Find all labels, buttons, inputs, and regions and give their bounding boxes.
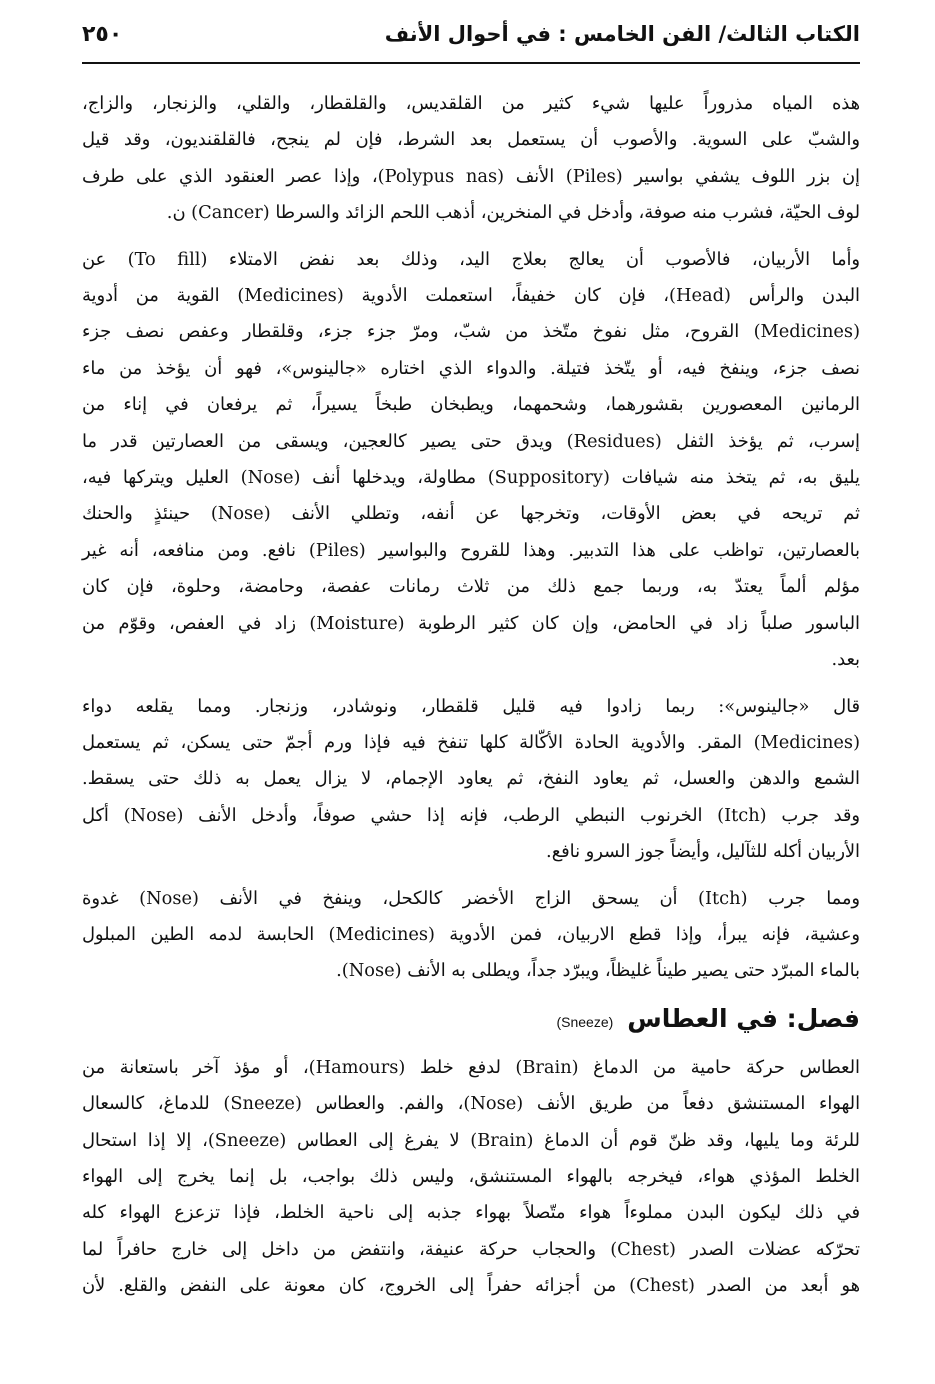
text-line: مؤلم ألماً يعتدّ به، وربما جمع ذلك من ثلاث رمانات عفصة، وحامضة، وحلوة، فإن كان (82, 576, 860, 598)
text-line: البدن والرأس (Head)، فإن كان خفيفاً، استعملت الأدوية (Medicines) القوية من أدوية (82, 285, 860, 307)
text-line: الهواء المستنشق دفعاً من طريق الأنف (Nose)، والفم. والعطاس (Sneeze) للدماغ، كالسعال (82, 1093, 861, 1115)
text-line: لوف الحيّة، فشرب منه صوفة، وأدخل في المنخرين، أذهب اللحم الزائد والسرطا (Cancer) ن. (166, 202, 860, 224)
text-line: إسرب، ثم يؤخذ الثفل (Residues) ويدق حتى يصير كالعجين، ويسقى من العصارتين قدر ما (82, 430, 860, 452)
text-line: هو أبعد من الصدر (Chest) من أجزائه حفراً إلى الخروج، كان معونة على النفض والقلع. لأن (82, 1275, 860, 1297)
text-line: وأما الأربيان، فالأصوب أن يعالج بعلاج اليد، وذلك بعد نفض الامتلاء (To fill) عن (82, 248, 860, 270)
running-head (82, 14, 860, 64)
text-line: العطاس حركة حامية من الدماغ (Brain) لدفع خلط (Hamours)، أو مؤذ آخر باستعانة من (82, 1056, 860, 1078)
text-line: ومما جرب (Itch) أن يسحق الزاج الأخضر كالكحل، وينفخ في الأنف (Nose) غدوة (82, 887, 861, 909)
text-line: قال «جالينوس»: ربما زادوا فيه قليل قلقطار، ونوشادر، وزنجار. ومما يقلعه دواء (82, 695, 860, 717)
section-heading-arabic: فصل: في العطاس (627, 1003, 860, 1033)
text-line: بالماء المبرّد حتى يصير طيناً غليظاً، ويبرّد جداً، ويطلى به الأنف (Nose). (336, 960, 860, 982)
paragraph (82, 1050, 860, 1305)
text-line: (Medicines) المقر. والأدوية الحادة الأكّالة كلها تنفخ فيه فإذا ورم أجمّ حتى يسكن، ثم يستعمل (82, 731, 860, 753)
text-line: نصف جزء، وينفخ فيه، أو يتّخذ فتيلة. والدواء الذي اختاره «جالينوس»، فهو أن يؤخذ من ماء (82, 357, 860, 379)
body-text (82, 86, 860, 1305)
text-line: للرئة وما يليها، وقد ظنّ قوم أن الدماغ (Brain) لا يفرغ إلى العطاس (Sneeze)، إلا إذا استحال (82, 1129, 860, 1151)
text-line: (Medicines) القروح، مثل نفوخ متّخذ من شبّ، ومرّ جزء جزء، وقلقطار وعفص نصف جزء (82, 321, 860, 343)
text-line: وقد جرب (Itch) الخرنوب النبطي الرطب، فإنه إذا حشي صوفاً، وأدخل الأنف (Nose) أكل (82, 804, 860, 826)
text-line: الشمع والدهن والعسل، ثم يعاود النفخ، ثم يعاود الإجمام، لا يزال يعمل به ذلك حتى يسقط. (82, 768, 860, 790)
paragraph (82, 881, 860, 990)
book-page (82, 14, 860, 1354)
text-line: الأربيان أكله للثآليل، وأيضاً جوز السرو نافع. (546, 841, 860, 863)
paragraph (82, 86, 860, 232)
section-heading-english: (Sneeze) (556, 1013, 614, 1030)
text-line: هذه المياه مذروراً عليها شيء كثير من القلقديس، والقلقطار، والقلي، والزنجار، والزاج، (82, 93, 860, 114)
running-head-title: الكتاب الثالث/ الفن الخامس : في أحوال الأنف (384, 22, 860, 46)
text-line: بعد. (831, 649, 860, 671)
text-line: وعشية، فإنه يبرأ، وإذا قطع الاربيان، فمن الأدوية (Medicines) الحابسة لدمه الطين المبلول (82, 923, 861, 945)
section-heading (82, 1004, 860, 1044)
text-line: تحرّكه عضلات الصدر (Chest) والحجاب حركة عنيفة، وانتفض من داخل إلى خارج حافراً لما (82, 1238, 860, 1260)
text-line: الخلط المؤذي هواء، فيخرجه بالهواء المستنشق، وليس ذلك بواجب، بل إنما يخرج إلى الهواء (82, 1165, 860, 1187)
text-line: ثم تريحه في بعض الأوقات، وتخرجها عن أنفه، وتطلي الأنف (Nose) حينئذٍ والحنك (82, 503, 861, 525)
text-line: بالعصارتين، تواظب على هذا التدبير. وهذا للقروح والبواسير (Piles) نافع. ومن منافعه، أنه غير (82, 539, 860, 561)
text-line: يليق به، ثم يتخذ منه شيافات (Suppository) مطاولة، ويدخلها أنف (Nose) العليل ويتركها فيه، (82, 467, 860, 489)
text-line: والشبّ على السوية. والأصوب أن يستعمل بعد الشرط، فإن لم ينجح، فالقلقنديون، وقد قيل (82, 129, 860, 151)
text-line: إن بزر اللوف يشفي بواسير (Piles) الأنف (Polypus nas)، وإذا عصر العنقود الذي على طرف (82, 165, 860, 187)
page-number: ٢٥٠ (82, 22, 123, 47)
text-line: الباسور صلباً زاد في الحامض، وإن كان كثير الرطوبة (Moisture) زاد في العفص، وقوّم من (82, 612, 860, 634)
paragraph (82, 689, 860, 871)
paragraph (82, 242, 860, 679)
text-line: الرمانين المعصورين بقشورهما، وشحمهما، ويطبخان طبخاً يسيراً، ثم يرفعان في إناء من (82, 394, 860, 416)
text-line: في ذلك ليكون البدن مملوءاً هواء متّصلاً بهواء جذبه إلى ناحية الخلط، فإذا تزعزع الهواء كله (82, 1202, 860, 1224)
